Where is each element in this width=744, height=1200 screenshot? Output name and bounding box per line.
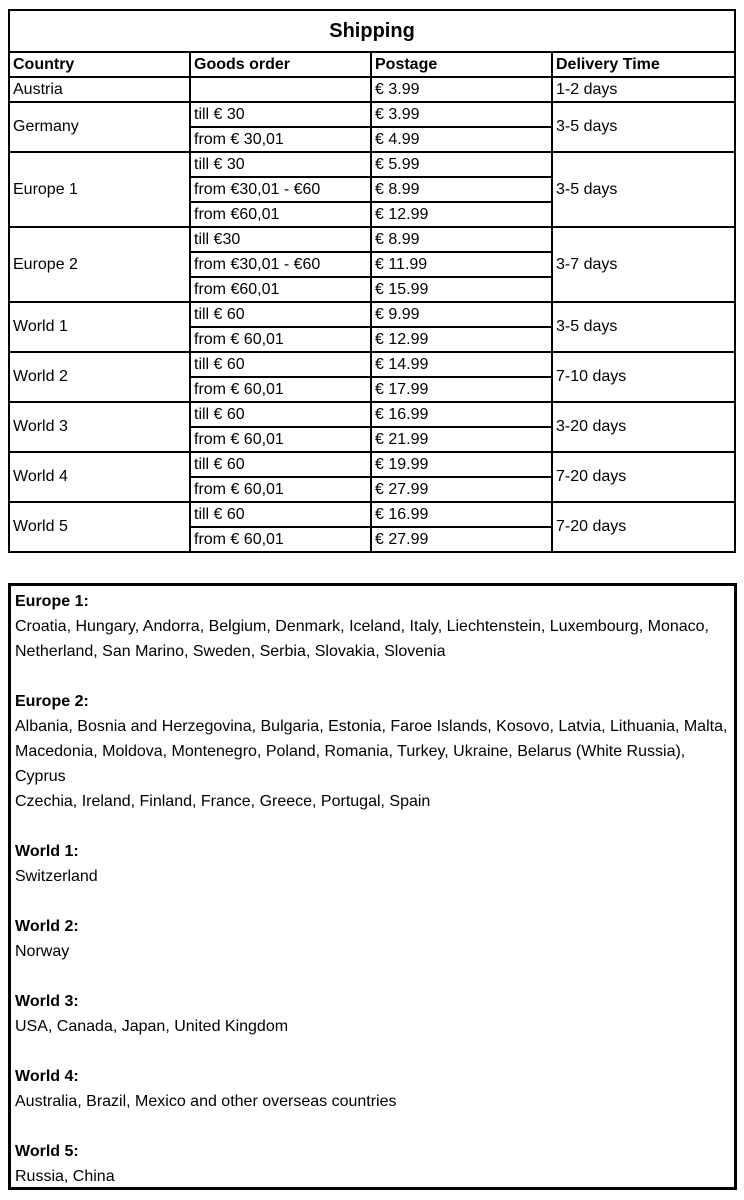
country-cell: World 3 — [9, 402, 190, 452]
zone-countries: Australia, Brazil, Mexico and other overseas countries — [15, 1093, 397, 1110]
table-row — [9, 227, 735, 252]
zone-block — [15, 1064, 734, 1114]
zone-title: Europe 2: — [15, 693, 89, 710]
goods-order-cell: till € 30 — [190, 152, 371, 177]
goods-order-cell: till € 60 — [190, 502, 371, 527]
zone-title: World 2: — [15, 918, 79, 935]
zone-title: World 1: — [15, 843, 79, 860]
postage-cell: € 12.99 — [371, 327, 552, 352]
goods-order-cell: till € 60 — [190, 402, 371, 427]
header-delivery-time: Delivery Time — [552, 52, 735, 77]
zone-block — [15, 989, 734, 1039]
zone-block — [15, 914, 734, 964]
goods-order-cell: till €30 — [190, 227, 371, 252]
zone-block — [15, 589, 734, 664]
table-row — [9, 452, 735, 477]
table-row — [9, 352, 735, 377]
postage-cell: € 8.99 — [371, 177, 552, 202]
goods-order-cell: till € 60 — [190, 352, 371, 377]
goods-order-cell: from €30,01 - €60 — [190, 252, 371, 277]
goods-order-cell: from €30,01 - €60 — [190, 177, 371, 202]
postage-cell: € 16.99 — [371, 502, 552, 527]
country-cell: World 4 — [9, 452, 190, 502]
table-row — [9, 302, 735, 327]
goods-order-cell: from €60,01 — [190, 277, 371, 302]
zone-countries: Albania, Bosnia and Herzegovina, Bulgaria, Estonia, Faroe Islands, Kosovo, Latvia, Lithuania, Malta, Macedonia, Moldova, Montenegro, Poland, Romania, Turkey, Ukraine, Belarus (White Russia), Cyprus — [15, 718, 728, 785]
zone-title: World 3: — [15, 993, 79, 1010]
postage-cell: € 11.99 — [371, 252, 552, 277]
goods-order-cell: till € 60 — [190, 452, 371, 477]
zone-countries: Russia, China — [15, 1168, 115, 1185]
country-cell: World 1 — [9, 302, 190, 352]
goods-order-cell: from € 60,01 — [190, 427, 371, 452]
delivery-time-cell: 3-20 days — [552, 402, 735, 452]
delivery-time-cell: 3-5 days — [552, 302, 735, 352]
postage-cell: € 4.99 — [371, 127, 552, 152]
zone-block — [15, 689, 734, 814]
zone-list — [8, 583, 737, 1190]
delivery-time-cell: 3-5 days — [552, 152, 735, 227]
header-row — [9, 52, 735, 77]
delivery-time-cell: 7-20 days — [552, 452, 735, 502]
delivery-time-cell: 1-2 days — [552, 77, 735, 102]
postage-cell: € 21.99 — [371, 427, 552, 452]
goods-order-cell: from € 30,01 — [190, 127, 371, 152]
shipping-table-body — [9, 77, 735, 552]
goods-order-cell: till € 30 — [190, 102, 371, 127]
header-postage: Postage — [371, 52, 552, 77]
zone-title: World 5: — [15, 1143, 79, 1160]
goods-order-cell: from € 60,01 — [190, 327, 371, 352]
table-row — [9, 502, 735, 527]
zone-block — [15, 1139, 734, 1189]
postage-cell: € 17.99 — [371, 377, 552, 402]
zone-block — [15, 839, 734, 889]
delivery-time-cell: 7-10 days — [552, 352, 735, 402]
delivery-time-cell: 3-5 days — [552, 102, 735, 152]
country-cell: Europe 1 — [9, 152, 190, 227]
table-row — [9, 402, 735, 427]
goods-order-cell — [190, 77, 371, 102]
postage-cell: € 16.99 — [371, 402, 552, 427]
country-cell: Austria — [9, 77, 190, 102]
postage-cell: € 5.99 — [371, 152, 552, 177]
postage-cell: € 3.99 — [371, 77, 552, 102]
zone-title: Europe 1: — [15, 593, 89, 610]
postage-cell: € 3.99 — [371, 102, 552, 127]
zone-countries: Switzerland — [15, 868, 98, 885]
postage-cell: € 27.99 — [371, 527, 552, 552]
zone-countries: Norway — [15, 943, 70, 960]
header-country: Country — [9, 52, 190, 77]
delivery-time-cell: 3-7 days — [552, 227, 735, 302]
zone-countries: Croatia, Hungary, Andorra, Belgium, Denmark, Iceland, Italy, Liechtenstein, Luxembourg, Monaco, Netherland, San Marino, Sweden, Serbia, Slovakia, Slovenia — [15, 618, 709, 660]
postage-cell: € 27.99 — [371, 477, 552, 502]
goods-order-cell: from € 60,01 — [190, 377, 371, 402]
postage-cell: € 15.99 — [371, 277, 552, 302]
postage-cell: € 12.99 — [371, 202, 552, 227]
country-cell: Germany — [9, 102, 190, 152]
zone-title: World 4: — [15, 1068, 79, 1085]
table-row — [9, 77, 735, 102]
country-cell: World 2 — [9, 352, 190, 402]
postage-cell: € 14.99 — [371, 352, 552, 377]
postage-cell: € 9.99 — [371, 302, 552, 327]
header-goods-order: Goods order — [190, 52, 371, 77]
goods-order-cell: from € 60,01 — [190, 477, 371, 502]
goods-order-cell: from €60,01 — [190, 202, 371, 227]
table-row — [9, 152, 735, 177]
postage-cell: € 8.99 — [371, 227, 552, 252]
zone-countries: Czechia, Ireland, Finland, France, Greece, Portugal, Spain — [15, 793, 431, 810]
country-cell: Europe 2 — [9, 227, 190, 302]
delivery-time-cell: 7-20 days — [552, 502, 735, 552]
goods-order-cell: till € 60 — [190, 302, 371, 327]
postage-cell: € 19.99 — [371, 452, 552, 477]
table-row — [9, 102, 735, 127]
zone-countries: USA, Canada, Japan, United Kingdom — [15, 1018, 289, 1035]
country-cell: World 5 — [9, 502, 190, 552]
goods-order-cell: from € 60,01 — [190, 527, 371, 552]
shipping-table — [8, 9, 736, 553]
table-title: Shipping — [9, 10, 735, 52]
